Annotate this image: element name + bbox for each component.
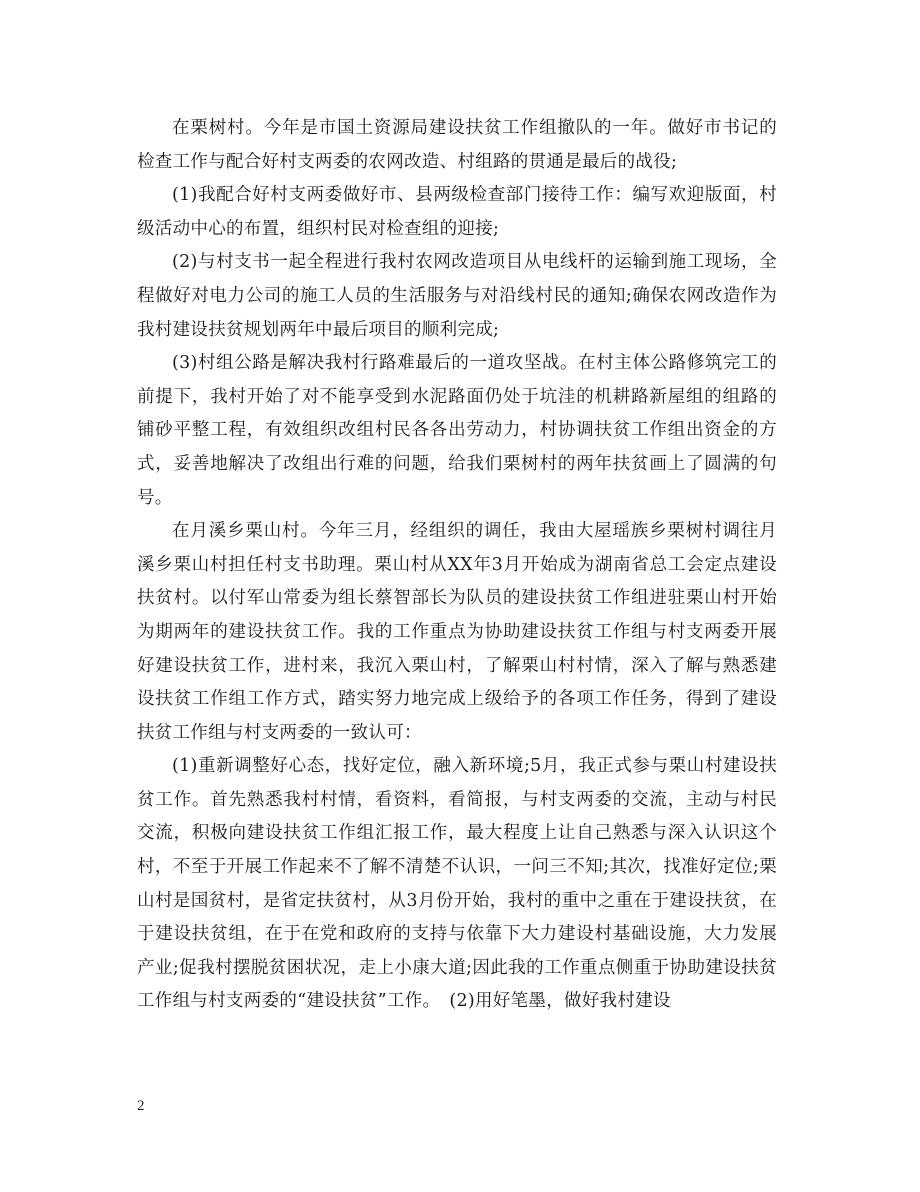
paragraph-liyshu-village-intro: 在栗树村。今年是市国土资源局建设扶贫工作组撤队的一年。做好市书记的检查工作与配合好村支两委的农网改造、村组路的贯通是最后的战役; [137,118,777,172]
document-body [137,112,777,1019]
paragraph-item-3-road: (3)村组公路是解决我村行路难最后的一道攻坚战。在村主体公路修筑完工的前提下，我村开始了对不能享受到水泥路面仍处于坑洼的机耕路新屋组的组路的铺砂平整工程，有效组织改组村民各各出劳动力，村协调扶贫工作组出资金的方式，妥善地解决了改组出行难的问题，给我们栗树村的两年扶贫画上了圆满的句号。 [137,353,777,508]
page-number: 2 [137,1098,145,1114]
paragraph-item-1-adjust-mindset: (1)重新调整好心态，找好定位，融入新环境;5月，我正式参与栗山村建设扶贫工作。首先熟悉我村村情，看资料，看简报，与村支两委的交流，主动与村民交流，积极向建设扶贫工作组汇报工作，最大程度上让自己熟悉与深入认识这个村，不至于开展工作起来不了解不清楚不认识，一问三不知;其次，找准好定位;栗山村是国贫村，是省定扶贫村，从3月份开始，我村的重中之重在于建设扶贫，在于建设扶贫组，在于在党和政府的支持与依靠下大力建设村基础设施，大力发展产业;促我村摆脱贫困状况，走上小康大道;因此我的工作重点侧重于协助建设扶贫工作组与村支两委的“建设扶贫”工作。 (2)用好笔墨，做好我村建设 [137,756,777,1012]
paragraph-item-1-inspection: (1)我配合好村支两委做好市、县两级检查部门接待工作：编写欢迎版面，村级活动中心的布置，组织村民对检查组的迎接; [137,185,777,239]
paragraph-lishan-village-intro: 在月溪乡栗山村。今年三月，经组织的调任，我由大屋瑶族乡栗树村调往月溪乡栗山村担任村支书助理。栗山村从XX年3月开始成为湖南省总工会定点建设扶贫村。以付军山常委为组长蔡智部长为队员的建设扶贫工作组进驻栗山村开始为期两年的建设扶贫工作。我的工作重点为协助建设扶贫工作组与村支两委开展好建设扶贫工作，进村来，我沉入栗山村，了解栗山村村情，深入了解与熟悉建设扶贫工作组工作方式，踏实努力地完成上级给予的各项工作任务，得到了建设扶贫工作组与村支两委的一致认可： [137,521,777,743]
paragraph-item-2-grid-upgrade: (2)与村支书一起全程进行我村农网改造项目从电线杆的运输到施工现场，全程做好对电力公司的施工人员的生活服务与对沿线村民的通知;确保农网改造作为我村建设扶贫规划两年中最后项目的顺利完成; [137,252,777,340]
